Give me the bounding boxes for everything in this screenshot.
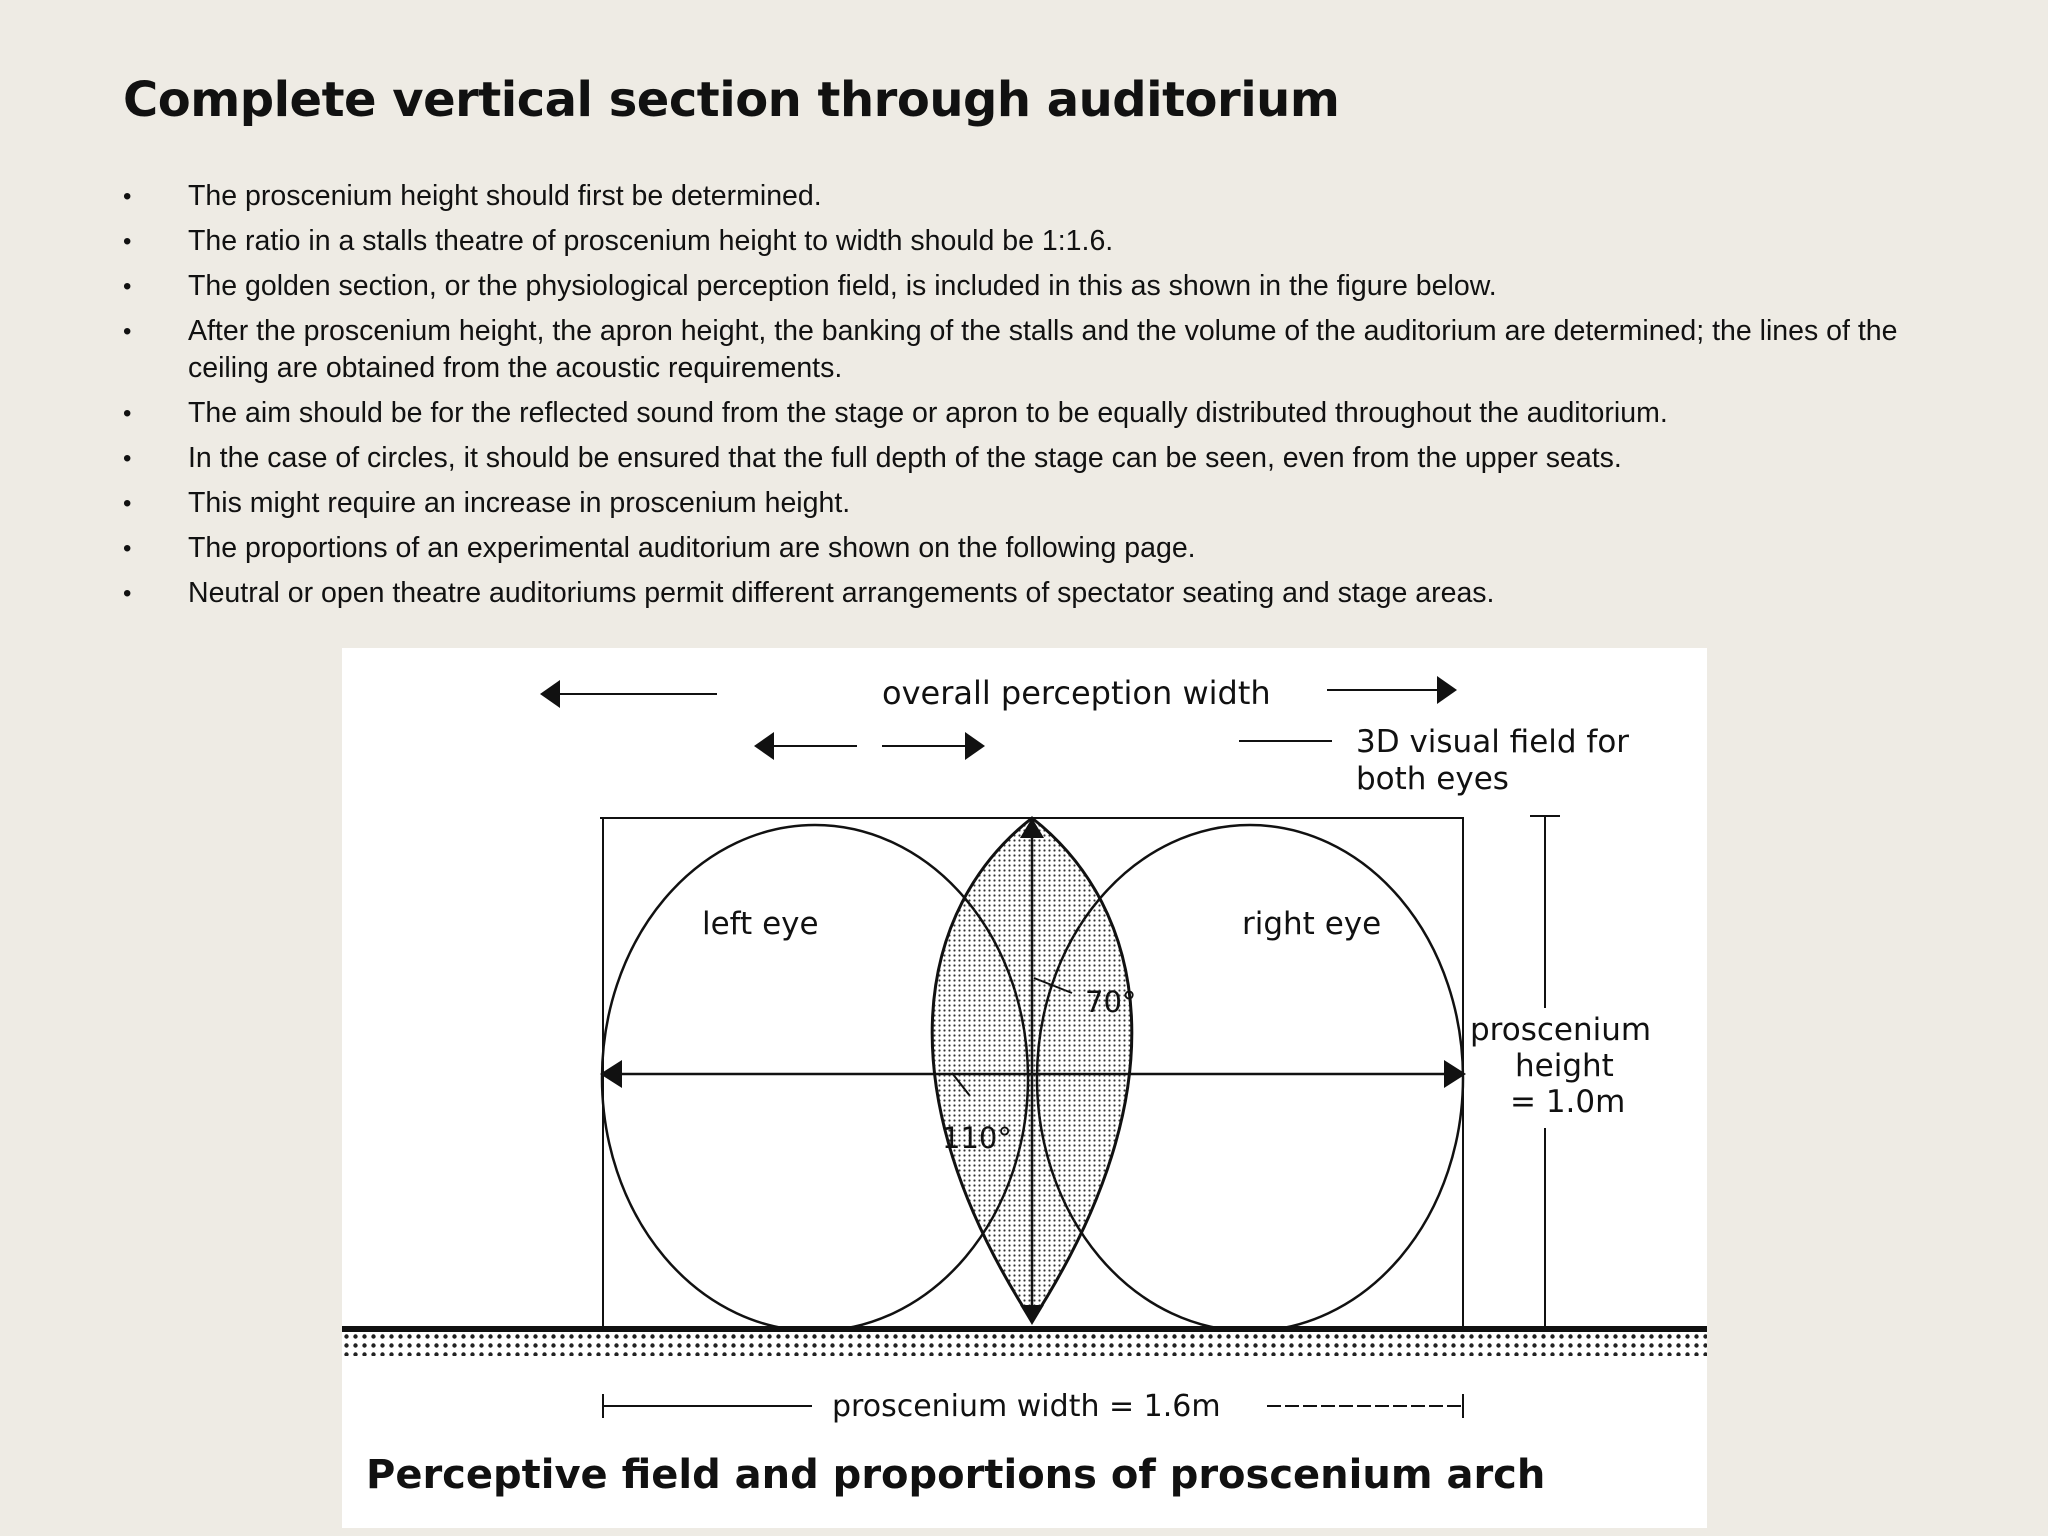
bullet-list [123,178,1953,620]
bullet-item [123,530,1953,567]
bullet-text: The aim should be for the reflected sound from the stage or apron to be equally distributed throughout the auditorium. [188,397,1668,429]
bullet-item [123,223,1953,260]
overall-width-arrow-right [1437,676,1457,704]
bullet-text: Neutral or open theatre auditoriums permit different arrangements of spectator seating and stage areas. [188,577,1495,609]
bullet-text: The proscenium height should first be determined. [188,180,822,212]
bullet-marker: • [123,535,132,562]
bullet-item [123,575,1953,612]
bullet-marker: • [123,490,132,517]
bullet-marker: • [123,228,132,255]
visual-field-label-line1: 3D visual field for [1356,724,1630,760]
bullet-marker: • [123,580,132,607]
proscenium-height-label-line2: height [1515,1048,1614,1084]
proscenium-height-label-line1: proscenium [1470,1012,1652,1048]
vertical-axis-arrow-bottom [1020,1305,1044,1325]
overall-width-arrow-left [540,680,560,708]
bullet-item [123,178,1953,215]
bullet-marker: • [123,445,132,472]
bullet-item [123,268,1953,305]
bullet-item [123,395,1953,432]
bullet-text: The golden section, or the physiological perception field, is included in this as shown in the figure below. [188,270,1497,302]
proscenium-width-label: proscenium width = 1.6m [832,1389,1221,1424]
left-eye-label: left eye [702,906,819,942]
visual-field-label-line2: both eyes [1356,761,1509,797]
bullet-marker: • [123,273,132,300]
proscenium-height-label-line3: = 1.0m [1510,1084,1626,1120]
right-eye-label: right eye [1242,906,1382,942]
angle-110-label: 110° [942,1121,1012,1155]
bullet-text: The proportions of an experimental auditorium are shown on the following page. [188,532,1196,564]
angle-70-label: 70° [1085,985,1137,1019]
slide-title: Complete vertical section through auditorium [123,72,1340,128]
figure-caption: Perceptive field and proportions of proscenium arch [366,1452,1546,1498]
bullet-marker: • [123,183,132,210]
visual-field-arrow-left [754,732,774,760]
bullet-text: In the case of circles, it should be ensured that the full depth of the stage can be seen, even from the upper seats. [188,442,1622,474]
visual-field-arrow-right [965,732,985,760]
perceptive-field-diagram [342,648,1707,1528]
bullet-text: After the proscenium height, the apron height, the banking of the stalls and the volume of the auditorium are determined; the lines of the ceiling are obtained from the acoustic requirements. [188,315,1898,384]
overall-perception-width-label: overall perception width [882,674,1271,712]
ground-hatching [342,1328,1707,1356]
bullet-text: The ratio in a stalls theatre of proscenium height to width should be 1:1.6. [188,225,1114,257]
ground-line [342,1326,1707,1332]
bullet-item [123,440,1953,477]
bullet-marker: • [123,400,132,427]
bullet-text: This might require an increase in proscenium height. [188,487,851,519]
perceptive-field-figure [342,648,1707,1528]
bullet-item [123,313,1953,387]
bullet-item [123,485,1953,522]
bullet-marker: • [123,318,132,345]
